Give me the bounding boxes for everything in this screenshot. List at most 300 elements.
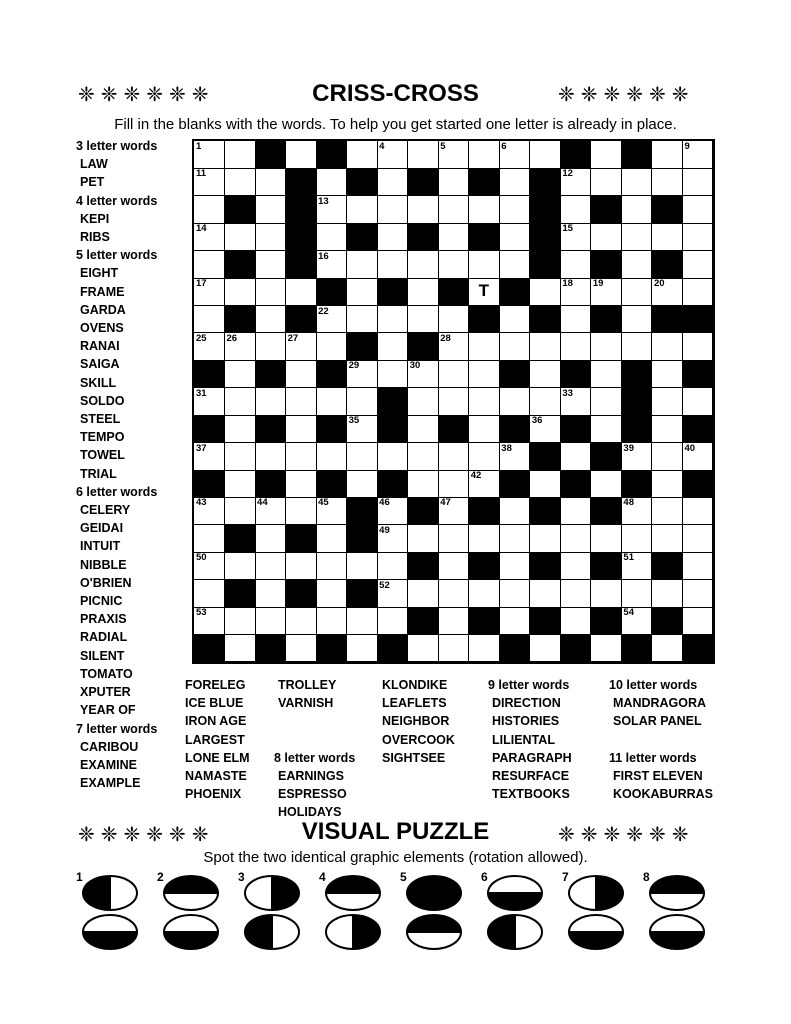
grid-cell[interactable] — [530, 635, 561, 663]
grid-cell[interactable] — [194, 607, 225, 635]
grid-block — [652, 251, 683, 279]
grid-cell[interactable] — [225, 333, 256, 361]
grid-cell[interactable] — [377, 525, 408, 553]
clue-number: 5 — [440, 141, 446, 152]
grid-block — [438, 415, 469, 443]
grid-cell[interactable] — [682, 388, 713, 416]
grid-cell[interactable] — [316, 196, 347, 224]
grid-cell[interactable] — [621, 333, 652, 361]
grid-cell[interactable] — [255, 552, 286, 580]
grid-cell[interactable] — [530, 525, 561, 553]
clue-number: 38 — [501, 442, 512, 454]
grid-cell[interactable] — [255, 525, 286, 553]
decoration-left-2: ❈❈❈❈❈❈ — [78, 824, 215, 846]
grid-cell[interactable] — [225, 388, 256, 416]
grid-block — [347, 525, 378, 553]
grid-cell[interactable] — [560, 278, 591, 306]
grid-cell[interactable] — [316, 607, 347, 635]
grid-cell[interactable] — [225, 635, 256, 663]
grid-cell[interactable] — [560, 607, 591, 635]
word-list-column-1 — [76, 137, 158, 792]
grid-cell[interactable] — [560, 552, 591, 580]
grid-cell[interactable] — [316, 552, 347, 580]
crisscross-title: CRISS-CROSS — [312, 80, 479, 107]
grid-cell[interactable] — [316, 497, 347, 525]
grid-cell[interactable] — [438, 360, 469, 388]
grid-cell[interactable] — [438, 306, 469, 334]
grid-cell[interactable] — [194, 278, 225, 306]
grid-cell[interactable] — [591, 333, 622, 361]
grid-cell[interactable] — [286, 497, 317, 525]
grid-cell[interactable] — [194, 525, 225, 553]
grid-cell[interactable] — [286, 470, 317, 498]
puzzle-figure — [643, 870, 707, 952]
grid-cell[interactable] — [438, 497, 469, 525]
grid-cell[interactable] — [621, 223, 652, 251]
grid-block — [255, 360, 286, 388]
grid-cell[interactable] — [621, 168, 652, 196]
grid-cell[interactable] — [438, 470, 469, 498]
grid-cell[interactable] — [469, 470, 500, 498]
grid-cell[interactable] — [316, 251, 347, 279]
grid-block — [347, 333, 378, 361]
grid-cell[interactable] — [347, 607, 378, 635]
grid-cell[interactable] — [438, 580, 469, 608]
grid-cell[interactable] — [408, 443, 439, 471]
grid-block — [225, 580, 256, 608]
grid-cell[interactable] — [255, 196, 286, 224]
grid-cell[interactable] — [591, 278, 622, 306]
grid-cell[interactable] — [621, 251, 652, 279]
grid-cell[interactable] — [347, 141, 378, 169]
grid-cell[interactable] — [438, 525, 469, 553]
grid-cell[interactable] — [682, 525, 713, 553]
grid-cell[interactable] — [225, 607, 256, 635]
grid-cell[interactable] — [255, 388, 286, 416]
grid-cell[interactable] — [652, 168, 683, 196]
grid-cell[interactable] — [438, 333, 469, 361]
word-list-item: RANAI — [80, 339, 120, 354]
grid-cell[interactable] — [652, 525, 683, 553]
crossword-grid[interactable] — [192, 139, 715, 664]
puzzle-figure — [481, 870, 545, 952]
grid-cell[interactable] — [408, 306, 439, 334]
grid-cell[interactable] — [621, 580, 652, 608]
grid-cell[interactable] — [286, 278, 317, 306]
grid-block — [652, 306, 683, 334]
grid-cell[interactable] — [621, 607, 652, 635]
grid-block — [469, 223, 500, 251]
grid-cell[interactable] — [377, 607, 408, 635]
grid-cell[interactable] — [560, 525, 591, 553]
grid-cell[interactable] — [621, 196, 652, 224]
grid-cell[interactable] — [347, 635, 378, 663]
grid-cell[interactable] — [408, 470, 439, 498]
grid-cell[interactable] — [682, 607, 713, 635]
grid-block — [255, 635, 286, 663]
grid-cell[interactable] — [377, 306, 408, 334]
grid-cell[interactable] — [499, 168, 530, 196]
word-list-item: PARAGRAPH — [492, 750, 572, 765]
word-list-item: GARDA — [80, 302, 126, 317]
grid-cell[interactable] — [347, 443, 378, 471]
grid-cell[interactable] — [255, 580, 286, 608]
grid-cell[interactable] — [255, 168, 286, 196]
grid-cell[interactable] — [499, 306, 530, 334]
grid-cell[interactable] — [591, 415, 622, 443]
grid-cell[interactable] — [438, 141, 469, 169]
grid-cell[interactable] — [621, 443, 652, 471]
grid-cell[interactable] — [591, 470, 622, 498]
grid-cell[interactable] — [682, 251, 713, 279]
grid-cell[interactable] — [530, 141, 561, 169]
grid-cell[interactable] — [499, 388, 530, 416]
grid-cell[interactable] — [682, 168, 713, 196]
grid-cell[interactable] — [438, 168, 469, 196]
grid-block — [621, 388, 652, 416]
grid-block — [560, 141, 591, 169]
grid-cell[interactable] — [438, 607, 469, 635]
grid-block — [499, 415, 530, 443]
grid-cell[interactable] — [499, 552, 530, 580]
grid-cell[interactable] — [499, 525, 530, 553]
grid-cell[interactable] — [194, 196, 225, 224]
grid-cell[interactable] — [408, 360, 439, 388]
word-list-item: LONE ELM — [185, 750, 250, 765]
grid-block — [682, 470, 713, 498]
grid-cell[interactable] — [499, 333, 530, 361]
grid-cell[interactable] — [377, 360, 408, 388]
puzzle-figure-label: 6 — [481, 870, 488, 884]
grid-cell[interactable] — [499, 251, 530, 279]
grid-cell[interactable] — [469, 443, 500, 471]
grid-cell[interactable] — [499, 223, 530, 251]
clue-number: 30 — [409, 360, 421, 372]
grid-block — [225, 196, 256, 224]
grid-cell[interactable] — [469, 580, 500, 608]
grid-cell[interactable] — [438, 388, 469, 416]
grid-cell[interactable] — [682, 497, 713, 525]
grid-cell[interactable] — [438, 443, 469, 471]
grid-cell[interactable] — [560, 168, 591, 196]
grid-cell[interactable] — [255, 278, 286, 306]
grid-cell[interactable] — [530, 415, 561, 443]
grid-cell[interactable] — [194, 306, 225, 334]
grid-cell[interactable] — [255, 607, 286, 635]
grid-cell[interactable] — [377, 196, 408, 224]
grid-cell[interactable] — [286, 141, 317, 169]
puzzle-figure — [76, 870, 140, 952]
grid-cell[interactable] — [652, 415, 683, 443]
grid-cell[interactable] — [255, 497, 286, 525]
word-list-item: KEPI — [80, 211, 110, 226]
grid-cell[interactable] — [316, 168, 347, 196]
grid-cell[interactable] — [652, 470, 683, 498]
grid-cell[interactable] — [347, 552, 378, 580]
grid-cell[interactable] — [408, 141, 439, 169]
grid-cell[interactable] — [194, 443, 225, 471]
clue-number: 48 — [623, 497, 634, 509]
grid-cell[interactable] — [225, 497, 256, 525]
grid-block — [377, 470, 408, 498]
grid-cell[interactable] — [530, 388, 561, 416]
grid-cell[interactable] — [408, 196, 439, 224]
visual-puzzle-title: VISUAL PUZZLE — [301, 818, 490, 845]
grid-cell[interactable] — [286, 635, 317, 663]
word-list-item: LAW — [80, 157, 108, 172]
grid-cell[interactable] — [377, 168, 408, 196]
word-list-item: DIRECTION — [492, 696, 561, 711]
grid-cell[interactable] — [591, 388, 622, 416]
grid-cell[interactable] — [499, 196, 530, 224]
clue-number: 11 — [196, 168, 207, 180]
grid-cell[interactable] — [377, 497, 408, 525]
grid-cell[interactable] — [652, 223, 683, 251]
clue-number: 26 — [226, 332, 238, 344]
grid-block — [469, 552, 500, 580]
grid-block — [255, 415, 286, 443]
grid-cell[interactable] — [438, 552, 469, 580]
grid-cell[interactable] — [347, 360, 378, 388]
grid-cell[interactable] — [408, 635, 439, 663]
clue-number: 6 — [501, 141, 507, 152]
grid-cell[interactable] — [225, 443, 256, 471]
grid-cell[interactable] — [194, 388, 225, 416]
grid-cell[interactable] — [255, 333, 286, 361]
grid-cell[interactable] — [347, 196, 378, 224]
grid-cell[interactable] — [652, 580, 683, 608]
grid-cell[interactable] — [591, 525, 622, 553]
grid-cell[interactable] — [591, 360, 622, 388]
grid-cell[interactable] — [469, 388, 500, 416]
grid-block — [652, 607, 683, 635]
grid-cell[interactable] — [316, 580, 347, 608]
grid-cell[interactable] — [652, 388, 683, 416]
grid-cell[interactable] — [469, 635, 500, 663]
word-list-item: NEIGHBOR — [382, 714, 450, 729]
grid-block — [225, 306, 256, 334]
grid-cell[interactable] — [682, 580, 713, 608]
grid-cell[interactable] — [560, 251, 591, 279]
grid-cell[interactable] — [621, 278, 652, 306]
grid-cell[interactable] — [682, 333, 713, 361]
word-list-item — [278, 731, 355, 749]
grid-cell[interactable] — [225, 141, 256, 169]
grid-cell[interactable] — [225, 552, 256, 580]
grid-cell[interactable] — [194, 552, 225, 580]
grid-cell[interactable] — [377, 443, 408, 471]
grid-cell[interactable] — [499, 497, 530, 525]
grid-block — [347, 580, 378, 608]
grid-cell[interactable] — [530, 360, 561, 388]
grid-cell[interactable] — [225, 415, 256, 443]
grid-cell[interactable] — [194, 168, 225, 196]
grid-cell[interactable] — [499, 141, 530, 169]
grid-cell[interactable] — [560, 333, 591, 361]
grid-cell[interactable] — [591, 580, 622, 608]
grid-cell[interactable] — [469, 141, 500, 169]
grid-cell[interactable] — [530, 278, 561, 306]
grid-cell[interactable] — [438, 635, 469, 663]
grid-cell[interactable] — [225, 360, 256, 388]
grid-cell[interactable] — [408, 415, 439, 443]
grid-cell[interactable] — [377, 552, 408, 580]
grid-cell[interactable] — [560, 223, 591, 251]
grid-cell[interactable] — [652, 443, 683, 471]
grid-block — [194, 635, 225, 663]
word-list-item: RIBS — [80, 230, 110, 245]
grid-cell[interactable] — [469, 251, 500, 279]
word-list-heading: 9 letter words — [488, 678, 570, 692]
grid-cell[interactable] — [316, 306, 347, 334]
grid-cell[interactable] — [286, 333, 317, 361]
word-list-item: PRAXIS — [80, 612, 127, 627]
grid-cell[interactable] — [347, 278, 378, 306]
word-list-item: EXAMINE — [80, 757, 137, 772]
grid-cell[interactable] — [621, 525, 652, 553]
grid-cell[interactable] — [499, 580, 530, 608]
grid-block — [316, 360, 347, 388]
grid-cell[interactable] — [377, 333, 408, 361]
grid-cell[interactable] — [408, 388, 439, 416]
grid-cell[interactable] — [194, 497, 225, 525]
grid-cell[interactable] — [255, 251, 286, 279]
word-list-item: HOLIDAYS — [278, 805, 342, 820]
grid-cell[interactable] — [652, 333, 683, 361]
grid-cell[interactable] — [560, 196, 591, 224]
grid-cell[interactable] — [530, 580, 561, 608]
grid-cell[interactable] — [469, 360, 500, 388]
grid-block — [530, 196, 561, 224]
grid-cell[interactable] — [347, 306, 378, 334]
grid-cell[interactable] — [530, 333, 561, 361]
grid-cell[interactable] — [286, 552, 317, 580]
grid-cell[interactable] — [286, 388, 317, 416]
grid-cell[interactable] — [560, 388, 591, 416]
grid-cell[interactable] — [255, 223, 286, 251]
grid-cell[interactable] — [591, 168, 622, 196]
grid-cell[interactable] — [499, 607, 530, 635]
puzzle-figure-label: 5 — [400, 870, 407, 884]
grid-cell[interactable] — [377, 251, 408, 279]
grid-cell[interactable] — [591, 635, 622, 663]
grid-cell[interactable] — [530, 470, 561, 498]
clue-number: 52 — [379, 579, 390, 591]
grid-cell[interactable] — [499, 443, 530, 471]
grid-cell[interactable] — [194, 141, 225, 169]
grid-cell[interactable] — [194, 223, 225, 251]
grid-cell[interactable] — [286, 443, 317, 471]
grid-block — [347, 497, 378, 525]
grid-cell[interactable] — [408, 525, 439, 553]
grid-cell[interactable] — [377, 141, 408, 169]
grid-cell[interactable] — [682, 223, 713, 251]
grid-cell[interactable] — [682, 196, 713, 224]
grid-block — [194, 415, 225, 443]
grid-cell[interactable] — [652, 635, 683, 663]
grid-cell[interactable] — [560, 306, 591, 334]
grid-cell[interactable] — [255, 306, 286, 334]
grid-cell[interactable] — [652, 278, 683, 306]
grid-block — [682, 306, 713, 334]
puzzle-figure — [400, 870, 464, 952]
puzzle-figure — [157, 870, 221, 952]
grid-cell[interactable] — [286, 607, 317, 635]
grid-cell[interactable] — [347, 470, 378, 498]
grid-cell[interactable] — [408, 251, 439, 279]
grid-cell[interactable] — [316, 388, 347, 416]
grid-cell[interactable] — [194, 251, 225, 279]
grid-cell[interactable] — [621, 306, 652, 334]
grid-cell[interactable] — [316, 223, 347, 251]
grid-cell[interactable] — [286, 360, 317, 388]
word-list-item: YEAR OF — [80, 703, 136, 718]
grid-cell[interactable] — [377, 580, 408, 608]
grid-cell[interactable] — [560, 580, 591, 608]
grid-cell[interactable] — [652, 360, 683, 388]
grid-cell[interactable] — [347, 388, 378, 416]
grid-cell[interactable] — [316, 443, 347, 471]
grid-cell[interactable] — [438, 196, 469, 224]
grid-cell[interactable] — [438, 251, 469, 279]
clue-number: 47 — [440, 497, 451, 509]
grid-cell[interactable] — [225, 223, 256, 251]
clue-number: 16 — [318, 250, 329, 262]
grid-cell[interactable] — [377, 223, 408, 251]
word-list-item: PET — [80, 175, 105, 190]
grid-cell[interactable] — [194, 333, 225, 361]
grid-cell[interactable] — [408, 278, 439, 306]
word-list-item: PICNIC — [80, 594, 123, 609]
grid-cell[interactable] — [469, 333, 500, 361]
grid-cell[interactable] — [682, 552, 713, 580]
grid-cell[interactable] — [225, 168, 256, 196]
grid-cell[interactable] — [652, 141, 683, 169]
word-list-item: TRIAL — [80, 466, 117, 481]
grid-cell[interactable] — [591, 223, 622, 251]
grid-block — [530, 223, 561, 251]
grid-cell[interactable] — [438, 223, 469, 251]
grid-block — [347, 168, 378, 196]
grid-cell[interactable] — [560, 497, 591, 525]
grid-cell[interactable] — [225, 470, 256, 498]
grid-cell[interactable] — [225, 278, 256, 306]
grid-cell[interactable] — [255, 443, 286, 471]
grid-cell[interactable] — [560, 443, 591, 471]
word-list-heading: 6 letter words — [76, 484, 158, 499]
grid-cell[interactable] — [316, 525, 347, 553]
grid-cell[interactable] — [347, 415, 378, 443]
grid-cell[interactable] — [652, 497, 683, 525]
grid-cell[interactable] — [621, 552, 652, 580]
grid-cell[interactable] — [469, 525, 500, 553]
grid-cell[interactable] — [682, 141, 713, 169]
grid-cell[interactable] — [286, 415, 317, 443]
grid-cell[interactable] — [682, 278, 713, 306]
grid-block — [530, 306, 561, 334]
grid-cell[interactable] — [469, 415, 500, 443]
grid-cell[interactable] — [316, 333, 347, 361]
grid-cell[interactable] — [591, 141, 622, 169]
grid-cell[interactable] — [408, 580, 439, 608]
grid-cell[interactable] — [194, 580, 225, 608]
grid-cell[interactable] — [347, 251, 378, 279]
grid-cell[interactable] — [469, 196, 500, 224]
grid-cell[interactable] — [621, 497, 652, 525]
grid-cell[interactable] — [469, 278, 500, 306]
word-list-heading: 7 letter words — [76, 721, 158, 736]
grid-cell[interactable] — [682, 443, 713, 471]
